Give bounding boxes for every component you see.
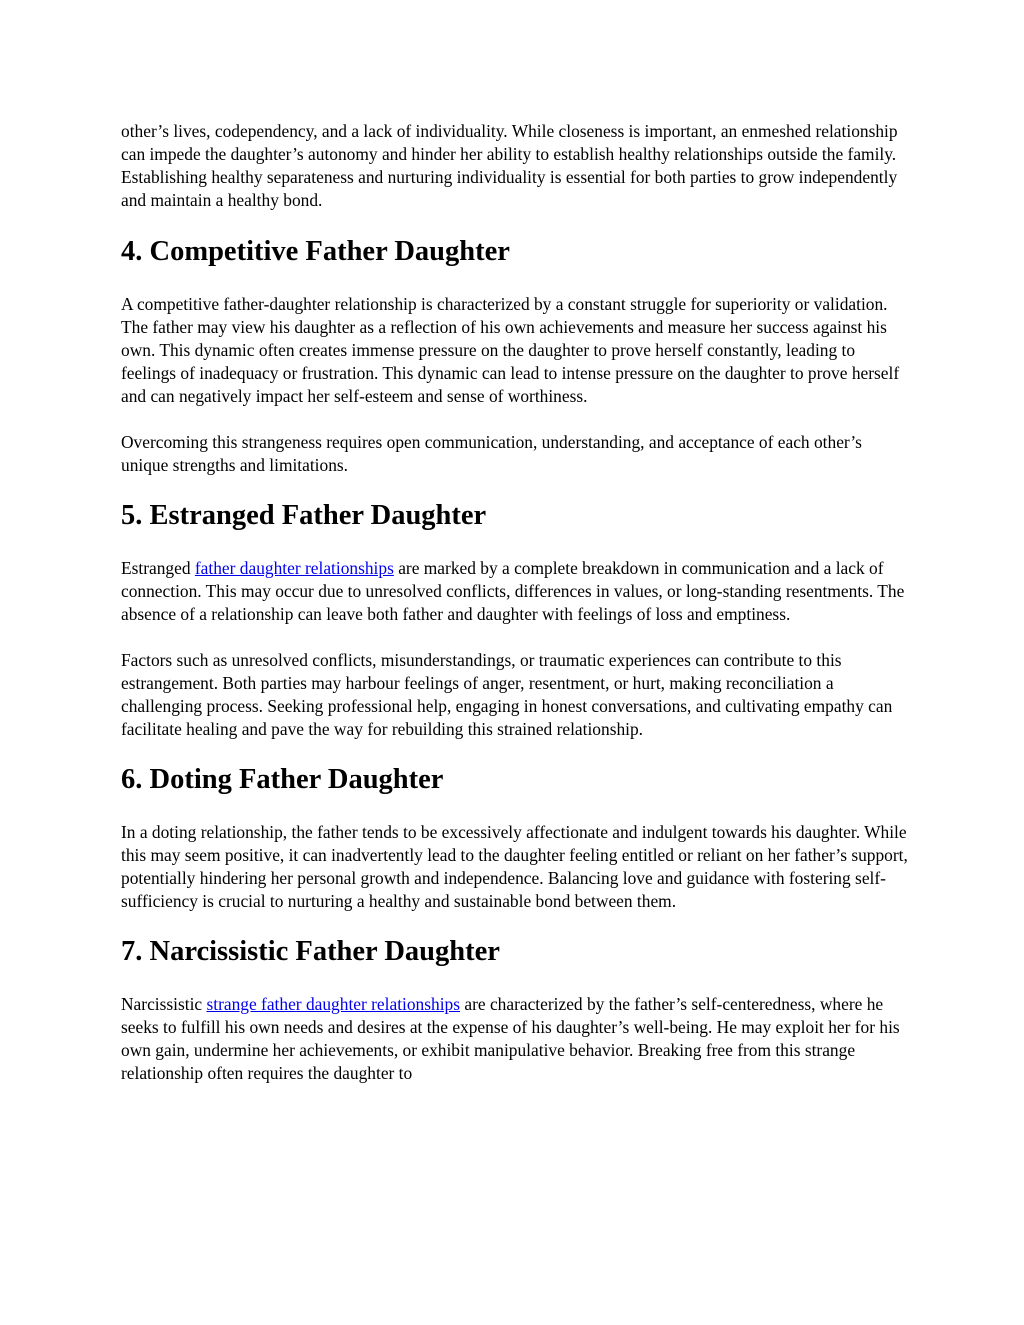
narcissistic-text-after: are characterized by the father’s self-centeredness, where he seeks to fulfill his own needs and desires at the expense of his daughter’s well-being. He may exploit her for his own gain, undermine her achievements, or exhibit manipulative behavior. Breaking free from this strange relationship often requires the daughter to xyxy=(121,994,900,1083)
heading-estranged: 5. Estranged Father Daughter xyxy=(121,500,487,531)
estranged-text-before: Estranged xyxy=(121,558,195,578)
heading-doting: 6. Doting Father Daughter xyxy=(121,764,444,795)
strange-father-daughter-relationships-link[interactable]: strange father daughter relationships xyxy=(206,994,461,1014)
competitive-paragraph-2: Overcoming this strangeness requires open communication, understanding, and acceptance of each other’s unique strengths and limitations. xyxy=(121,432,862,475)
estranged-paragraph-2: Factors such as unresolved conflicts, misunderstandings, or traumatic experiences can contribute to this estrangement. Both parties may harbour feelings of anger, resentment, or hurt, making reconciliation a challenging process. Seeking professional help, engaging in honest conversations, and cultivating empathy can facilitate healing and pave the way for rebuilding this strained relationship. xyxy=(121,650,893,739)
narcissistic-text-before: Narcissistic xyxy=(121,994,207,1014)
estranged-paragraph-1 xyxy=(121,557,911,626)
doting-paragraph-1: In a doting relationship, the father tends to be excessively affectionate and indulgent towards his daughter. While this may seem positive, it can inadvertently lead to the daughter feeling entitled or reliant on her father’s support, potentially hindering her personal growth and independence. Balancing love and guidance with fostering self-sufficiency is crucial to nurturing a healthy and sustainable bond between them. xyxy=(121,822,908,911)
father-daughter-relationships-link[interactable]: father daughter relationships xyxy=(194,558,394,578)
heading-narcissistic: 7. Narcissistic Father Daughter xyxy=(121,936,500,967)
intro-paragraph: other’s lives, codependency, and a lack of individuality. While closeness is important, an enmeshed relationship can impede the daughter’s autonomy and hinder her ability to establish healthy relationships outside the family. Establishing healthy separateness and nurturing individuality is essential for both parties to grow independently and maintain a healthy bond. xyxy=(121,121,898,210)
document-page xyxy=(121,120,911,1085)
competitive-paragraph-1: A competitive father-daughter relationship is characterized by a constant struggle for superiority or validation. The father may view his daughter as a reflection of his own achievements and measure her success against his own. This dynamic often creates immense pressure on the daughter to prove herself constantly, leading to feelings of inadequacy or frustration. This dynamic can lead to intense pressure on the daughter to prove herself and can negatively impact her self-esteem and sense of worthiness. xyxy=(121,294,900,406)
narcissistic-paragraph-1 xyxy=(121,993,911,1085)
heading-competitive: 4. Competitive Father Daughter xyxy=(121,236,510,267)
estranged-text-after: are marked by a complete breakdown in communication and a lack of connection. This may occur due to unresolved conflicts, differences in values, or long-standing resentments. The absence of a relationship can leave both father and daughter with feelings of loss and emptiness. xyxy=(121,558,905,624)
